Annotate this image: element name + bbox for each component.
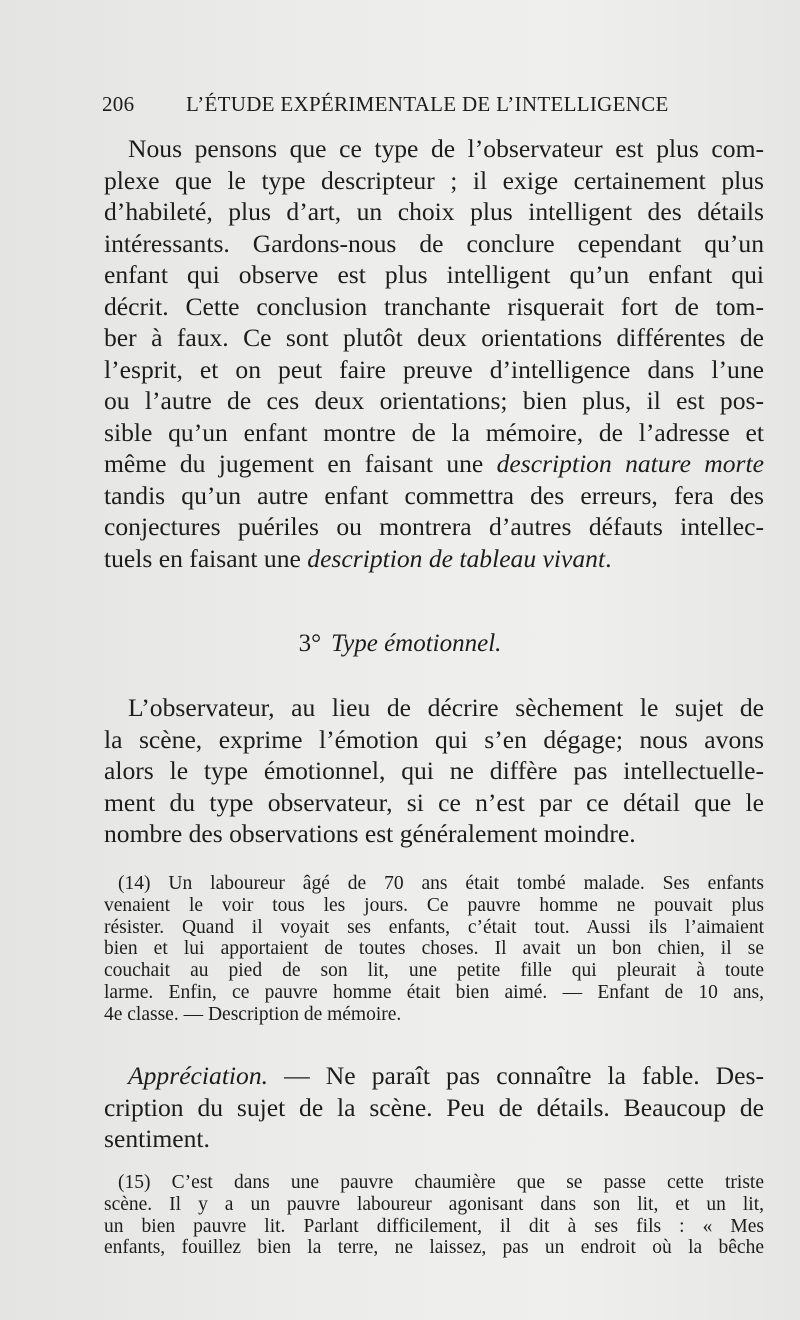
text-line <box>104 1060 764 1092</box>
text-line: d’habileté, plus d’art, un choix plus intelligent des détails <box>104 197 764 226</box>
text-line: la scène, exprime l’émotion qui s’en dégage; nous avons <box>104 724 764 754</box>
text-line: enfant qui observe est plus intelligent qu’un enfant qui <box>104 260 764 289</box>
text-line: Nous pensons que ce type de l’observateur est plus com- <box>128 134 764 163</box>
emphasis-description-nature-morte: description nature morte <box>496 449 764 478</box>
text-line: cription du sujet de la scène. Peu de détails. Beaucoup de <box>104 1092 764 1122</box>
section-number: 3° <box>298 630 322 657</box>
text-line: plexe que le type descripteur ; il exige certainement plus <box>104 165 764 195</box>
text-line: scène. Il y a un pauvre laboureur agonisant dans son lit, et un lit, <box>104 1193 764 1215</box>
appreciation-label: Appréciation. <box>128 1061 269 1090</box>
text-line: ment du type observateur, si ce n’est par ce détail que le <box>104 787 764 817</box>
text-line: l’esprit, et on peut faire preuve d’intelligence dans l’une <box>104 354 764 384</box>
text-line: 4e classe. — Description de mémoire. <box>104 1003 402 1025</box>
text-span: même du jugement en faisant une <box>104 449 497 478</box>
appreciation-paragraph <box>104 1060 764 1155</box>
text-line: résister. Quand il voyait ses enfants, c’était tout. Aussi ils l’aimaient <box>104 916 764 938</box>
text-line: sible qu’un enfant montre de la mémoire, de l’adresse et <box>104 417 764 447</box>
text-span: . <box>605 543 612 573</box>
page-header <box>100 92 700 122</box>
text-line: (15) C’est dans une pauvre chaumière que se passe cette triste <box>118 1172 764 1193</box>
text-line: intéressants. Gardons-nous de conclure cependant qu’un <box>104 228 764 258</box>
text-line: venaient le voir tous les jours. Ce pauvre homme ne pouvait plus <box>104 894 764 916</box>
text-line: ber à faux. Ce sont plutôt deux orientations différentes de <box>104 323 764 352</box>
text-span: — Ne paraît pas connaître la fable. Des- <box>268 1061 764 1090</box>
text-span: tuels en faisant une <box>104 543 308 573</box>
text-line: (14) Un laboureur âgé de 70 ans était tombé malade. Ses enfants <box>118 873 764 894</box>
paragraph-emotional-type <box>104 692 764 850</box>
text-line <box>104 448 764 480</box>
text-line: conjectures puériles ou montrera d’autres défauts intellec- <box>104 512 764 541</box>
page-number: 206 <box>102 92 135 116</box>
text-line: ou l’autre de ces deux orientations; bien plus, il est pos- <box>104 386 764 415</box>
example-14 <box>104 873 764 1026</box>
text-line: couchait au pied de son lit, une petite fille qui pleurait à toute <box>104 960 764 982</box>
text-line: bien et lui apportaient de toutes choses. Il avait un bon chien, il se <box>104 938 764 960</box>
emphasis-description-tableau-vivant: description de tableau vivant <box>307 543 606 573</box>
section-heading <box>0 630 800 658</box>
text-line: nombre des observations est généralement moindre. <box>104 819 636 848</box>
text-line: alors le type émotionnel, qui ne diffère pas intellectuelle- <box>104 756 764 785</box>
text-line: décrit. Cette conclusion tranchante risquerait fort de tom- <box>104 291 764 321</box>
paragraph-observer-type <box>104 133 764 574</box>
text-line: sentiment. <box>104 1124 210 1153</box>
text-line: tandis qu’un autre enfant commettra des erreurs, fera des <box>104 480 764 510</box>
text-line <box>104 543 764 575</box>
running-title: L’ÉTUDE EXPÉRIMENTALE DE L’INTELLIGENCE <box>186 92 669 116</box>
text-line: un bien pauvre lit. Parlant difficilement, il dit à ses fils : « Mes <box>104 1215 764 1237</box>
text-line: L’observateur, au lieu de décrire sèchement le sujet de <box>128 693 764 722</box>
example-15 <box>104 1172 764 1259</box>
text-line: larme. Enfin, ce pauvre homme était bien aimé. — Enfant de 10 ans, <box>104 981 764 1003</box>
section-title: Type émotionnel. <box>331 630 502 657</box>
text-line: enfants, fouillez bien la terre, ne laissez, pas un endroit où la bêche <box>104 1237 764 1259</box>
